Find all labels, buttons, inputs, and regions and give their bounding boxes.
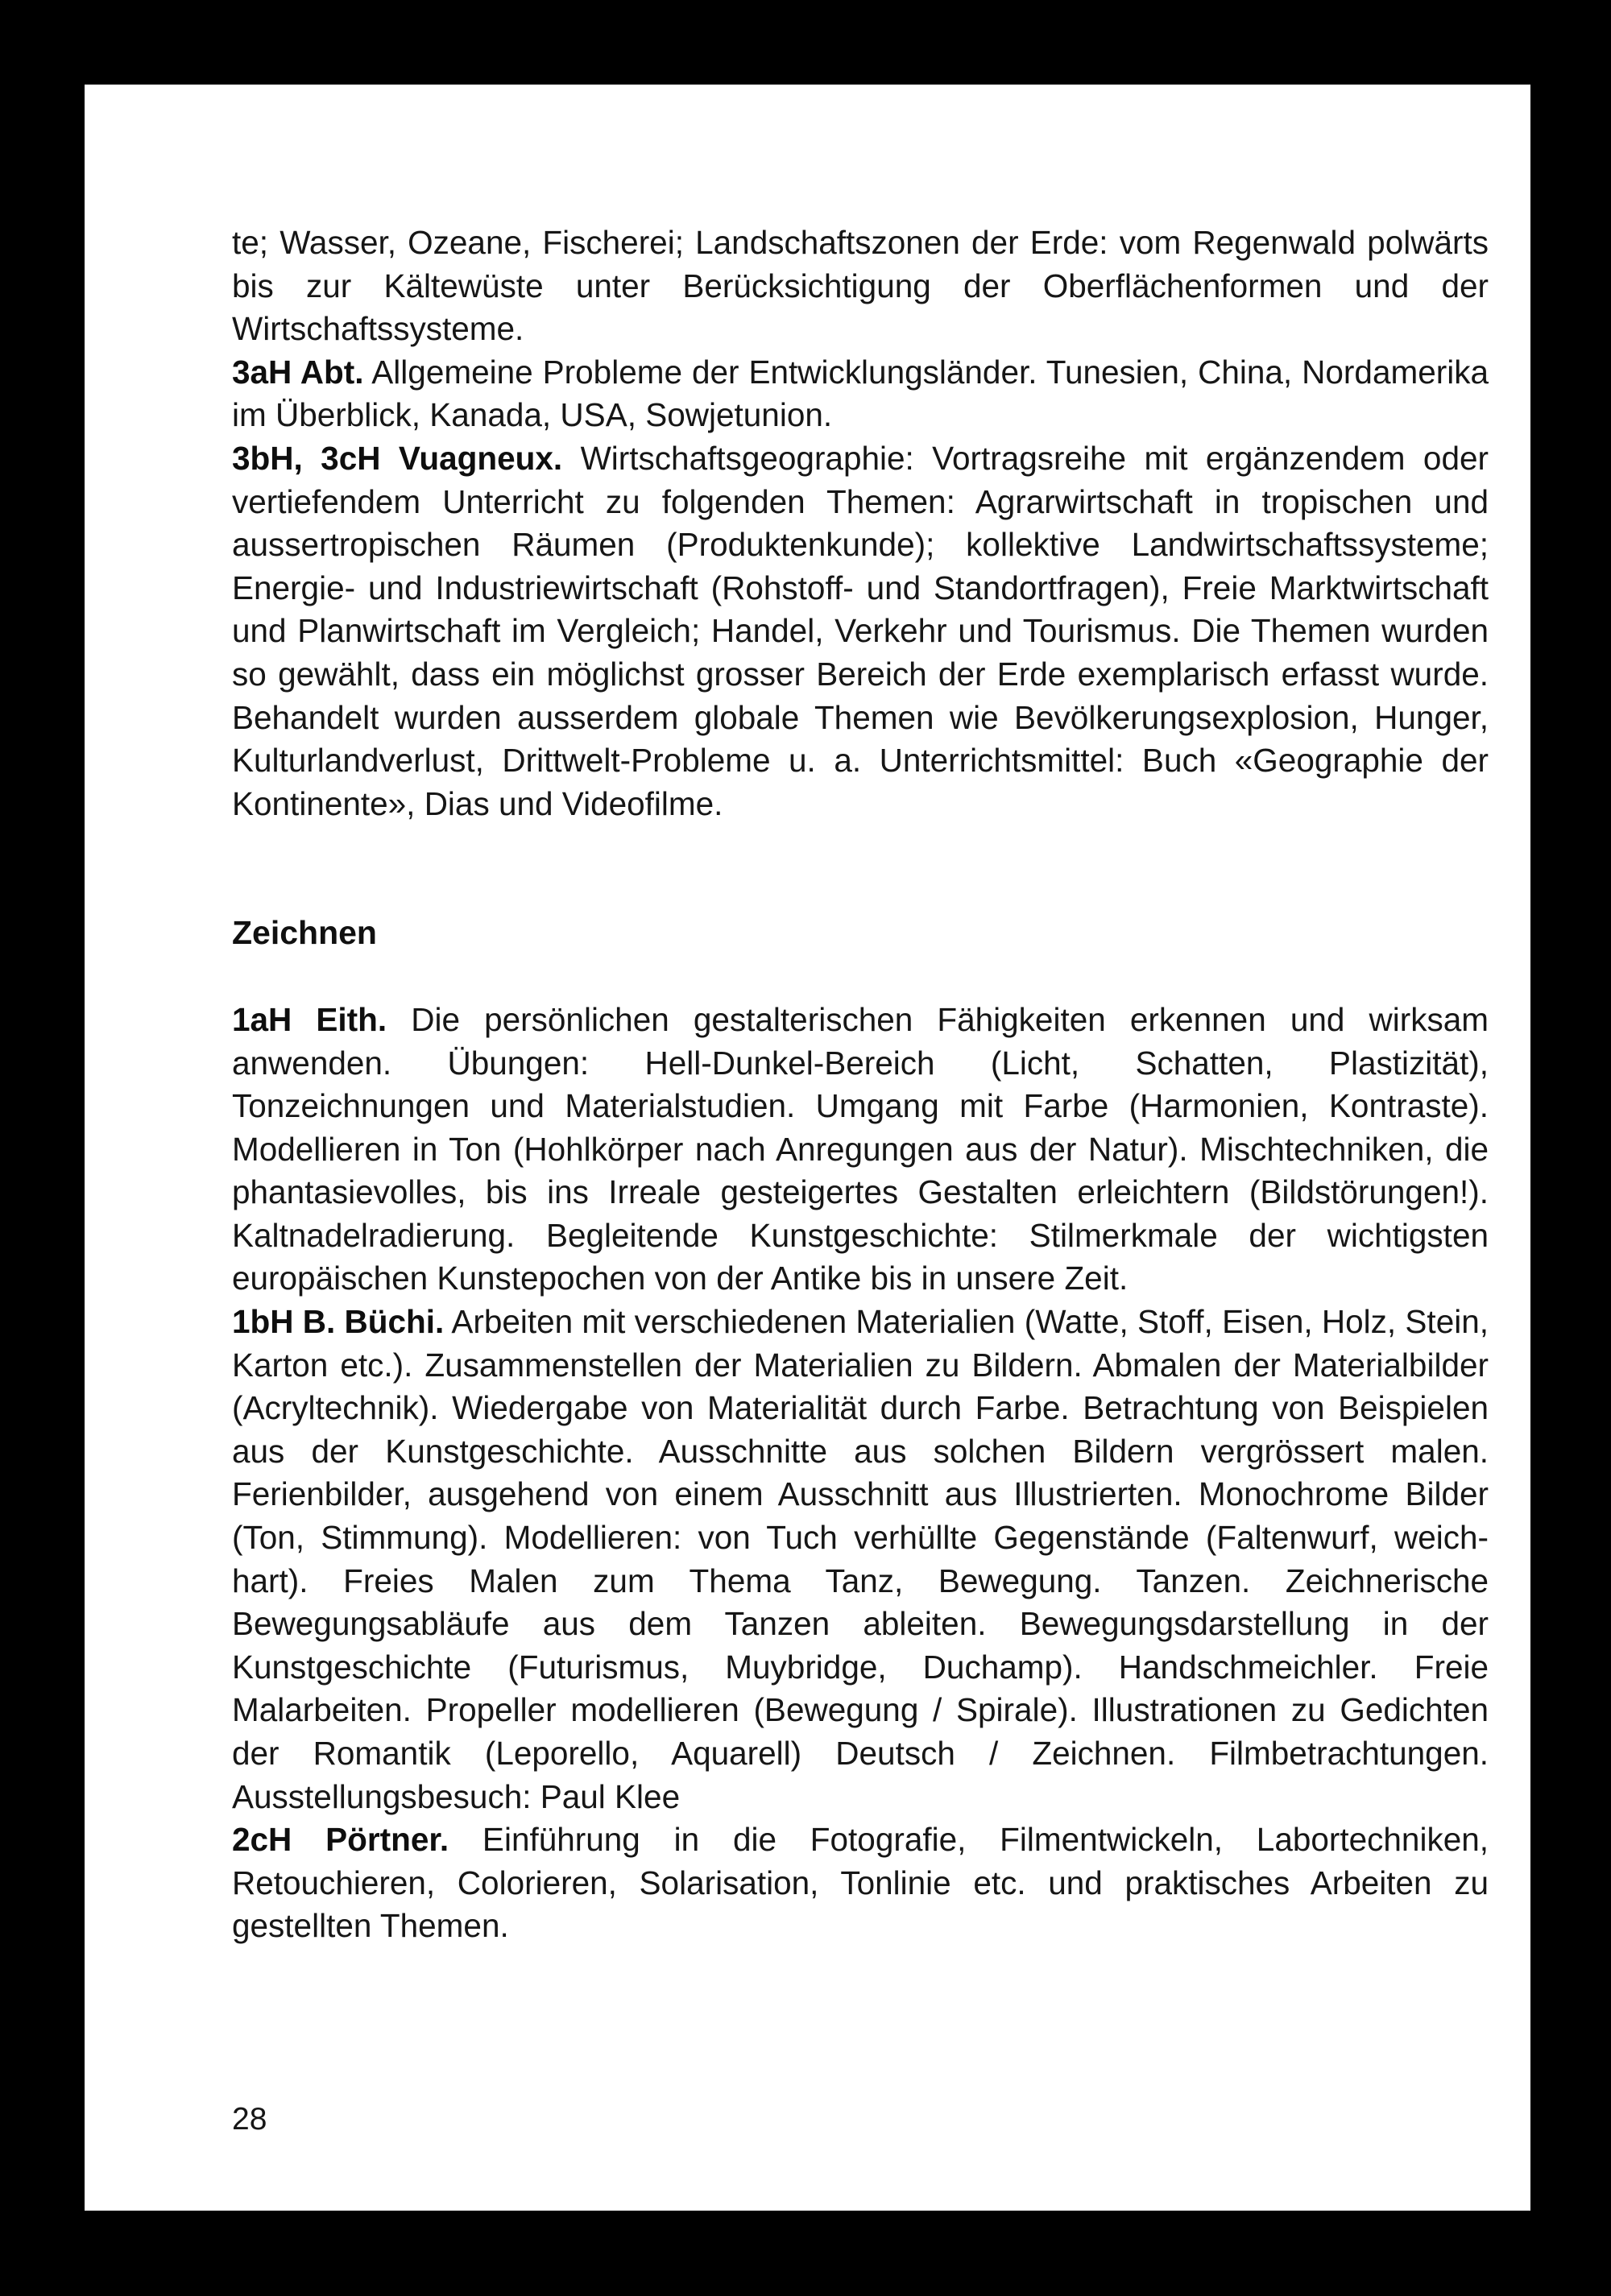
entry-lead: 2cH Pörtner. <box>232 1821 449 1859</box>
entry-2ch <box>232 1818 1489 1948</box>
entry-3ah <box>232 351 1489 437</box>
entry-lead: 1aH Eith. <box>232 1000 387 1038</box>
page-number: 28 <box>232 2102 267 2137</box>
entry-text: Einführung in die Fotografie, Filmentwickeln, Labortechniken, Retouchieren, Colorieren, Solarisation, Tonlinie etc. und praktisches Arbeiten zu gestellten Themen. <box>232 1821 1489 1945</box>
spacer <box>232 825 1489 912</box>
spacer <box>232 955 1489 999</box>
entry-lead: 3bH, 3cH Vuagneux. <box>232 439 563 477</box>
page-content <box>232 221 1489 1948</box>
entry-lead: 1bH B. Büchi. <box>232 1303 445 1341</box>
entry-text: Arbeiten mit verschiedenen Materialien (Watte, Stoff, Eisen, Holz, Stein, Karton etc.). Zusammenstellen der Materialien zu Bildern. Abmalen der Materialbilder (Acryltechnik). Wiedergabe von Materialität durch Farbe. Betrachtung von Beispielen aus der Kunstgeschichte. Ausschnitte aus solchen Bildern vergrössert malen. Ferienbilder, ausgehend von einem Ausschnitt aus Illustrierten. Monochrome Bilder (Ton, Stimmung). Modellieren: von Tuch verhüllte Gegenstände (Faltenwurf, weich-hart). Freies Malen zum Thema Tanz, Bewegung. Tanzen. Zeichnerische Bewegungsabläufe aus dem Tanzen ableiten. Bewegungsdarstellung in der Kunstgeschichte (Futurismus, Muybridge, Duchamp). Handschmeichler. Freie Malarbeiten. Propeller modellieren (Bewegung / Spirale). Illustrationen zu Gedichten der Romantik (Leporello, Aquarell) Deutsch / Zeichnen. Filmbetrachtungen. Ausstellungsbesuch: Paul Klee <box>232 1303 1489 1815</box>
entry-1ah <box>232 999 1489 1301</box>
entry-lead: 3aH Abt. <box>232 353 364 391</box>
entry-3bh-3ch <box>232 437 1489 825</box>
entry-1bh <box>232 1301 1489 1818</box>
continuation-paragraph: te; Wasser, Ozeane, Fischerei; Landschaftszonen der Erde: vom Regenwald polwärts bis zur Kältewüste unter Berücksichtigung der Oberflächenformen und der Wirtschaftssysteme. <box>232 224 1489 348</box>
section-heading: Zeichnen <box>232 914 377 952</box>
entry-text: Wirtschaftsgeographie: Vortragsreihe mit ergänzendem oder vertiefendem Unterricht zu folgenden Themen: Agrarwirtschaft in tropischen und aussertropischen Räumen (Produktenkunde); kollektive Landwirtschaftssysteme; Energie- und Industriewirtschaft (Rohstoff- und Standortfragen), Freie Marktwirtschaft und Planwirtschaft im Vergleich; Handel, Verkehr und Tourismus. Die Themen wurden so gewählt, dass ein möglichst grosser Bereich der Erde exemplarisch erfasst wurde. Behandelt wurden ausserdem globale Themen wie Bevölkerungsexplosion, Hunger, Kulturlandverlust, Drittwelt-Probleme u. a. Unterrichtsmittel: Buch «Geographie der Kontinente», Dias und Videofilme. <box>232 439 1489 822</box>
document-page <box>85 85 1530 2211</box>
entry-text: Die persönlichen gestalterischen Fähigkeiten erkennen und wirksam anwenden. Übungen: Hell-Dunkel-Bereich (Licht, Schatten, Plastizität), Tonzeichnungen und Materialstudien. Umgang mit Farbe (Harmonien, Kontraste). Modellieren in Ton (Hohlkörper nach Anregungen aus der Natur). Mischtechniken, die phantasievolles, bis ins Irreale gesteigertes Gestalten erleichtern (Bildstörungen!). Kaltnadelradierung. Begleitende Kunstgeschichte: Stilmerkmale der wichtigsten europäischen Kunstepochen von der Antike bis in unsere Zeit. <box>232 1000 1489 1297</box>
entry-text: Allgemeine Probleme der Entwicklungsländer. Tunesien, China, Nordamerika im Überblick, Kanada, USA, Sowjetunion. <box>232 353 1489 434</box>
